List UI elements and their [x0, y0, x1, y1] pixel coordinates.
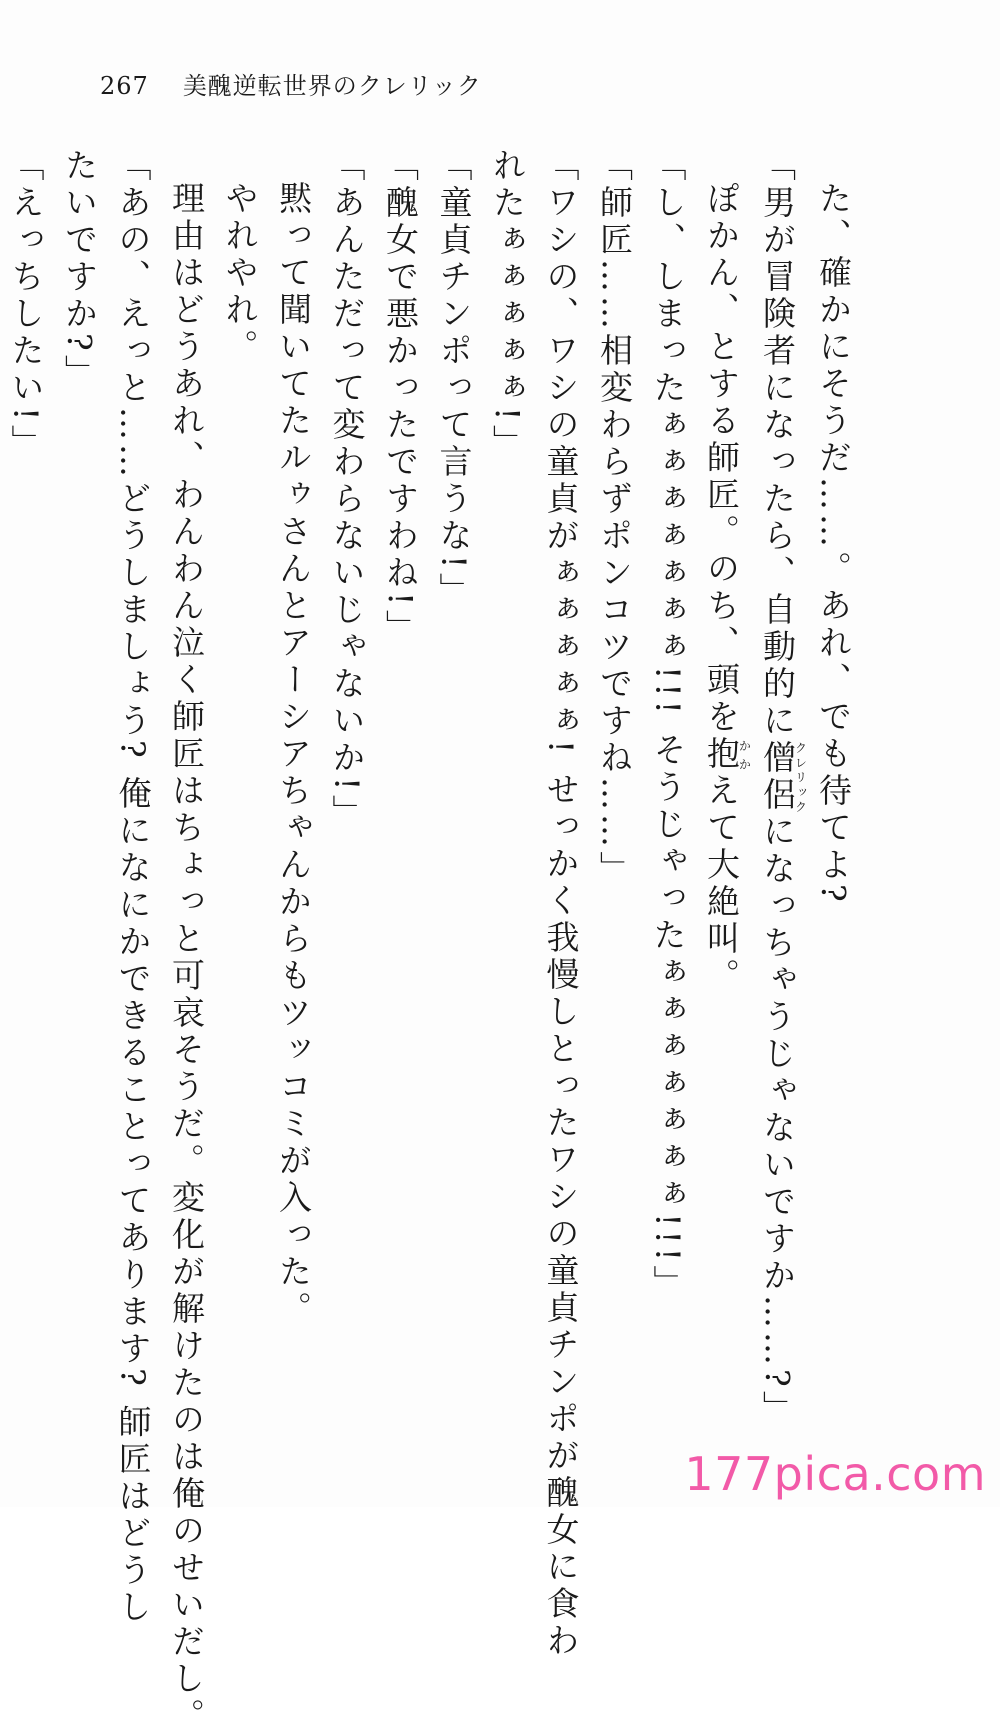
ruby-annotation: 抱かか [702, 736, 752, 773]
text-line-7: れたぁぁぁぁぁ!」 [488, 148, 527, 462]
site-watermark: 177pica.com [684, 1447, 986, 1501]
running-title: 美醜逆転世界のクレリック [182, 72, 482, 100]
text-line-3: ぽかん、とする師匠。のち、頭を抱かかえて大絶叫。 [702, 181, 752, 995]
text-line-8: 「童貞チンポって言うな!」 [434, 148, 474, 610]
text-line-15: たいですか?」 [60, 148, 99, 392]
text-line-10: 「あんただって変わらないじゃないか!」 [327, 148, 367, 832]
text-line-14: 「あの、えっと……どうしましょう? 俺になにかできることってあります? 師匠はどうし [113, 148, 153, 1627]
text-line-13: 理由はどうあれ、わんわん泣く師匠はちょっと可哀そうだ。変化が解けたのは俺のせいだし。 [167, 181, 206, 1735]
text-line-16: 「えっちしたい!」 [6, 148, 46, 462]
text-line-12: やれやれ。 [220, 181, 260, 366]
page-number: 267 [100, 72, 149, 100]
text-line-6: 「ワシの、ワシの童貞がぁぁぁぁぁ! せっかく我慢しとったワシの童貞チンポが醜女に食わ [541, 148, 581, 1660]
page-header [100, 66, 482, 102]
text-line-2: 「男が冒険者になったら、自動的に僧侶クレリックになっちゃうじゃないですか……?」 [758, 148, 808, 1428]
ruby-annotation: 僧侶クレリック [758, 740, 808, 814]
text-line-1: た、確かにそうだ……。あれ、でも待てよ? [814, 181, 853, 906]
text-line-11: 黙って聞いてたルゥさんとアーシアちゃんからもツッコミが入った。 [274, 181, 313, 1328]
text-line-5: 「師匠……相変わらずポンコツですね……」 [595, 148, 634, 888]
text-line-4: 「し、しまったぁぁぁぁぁぁぁ!!! そうじゃったぁぁぁぁぁぁぁ!!!」 [648, 148, 688, 1303]
text-line-9: 「醜女で悪かったですわね!」 [381, 148, 420, 647]
